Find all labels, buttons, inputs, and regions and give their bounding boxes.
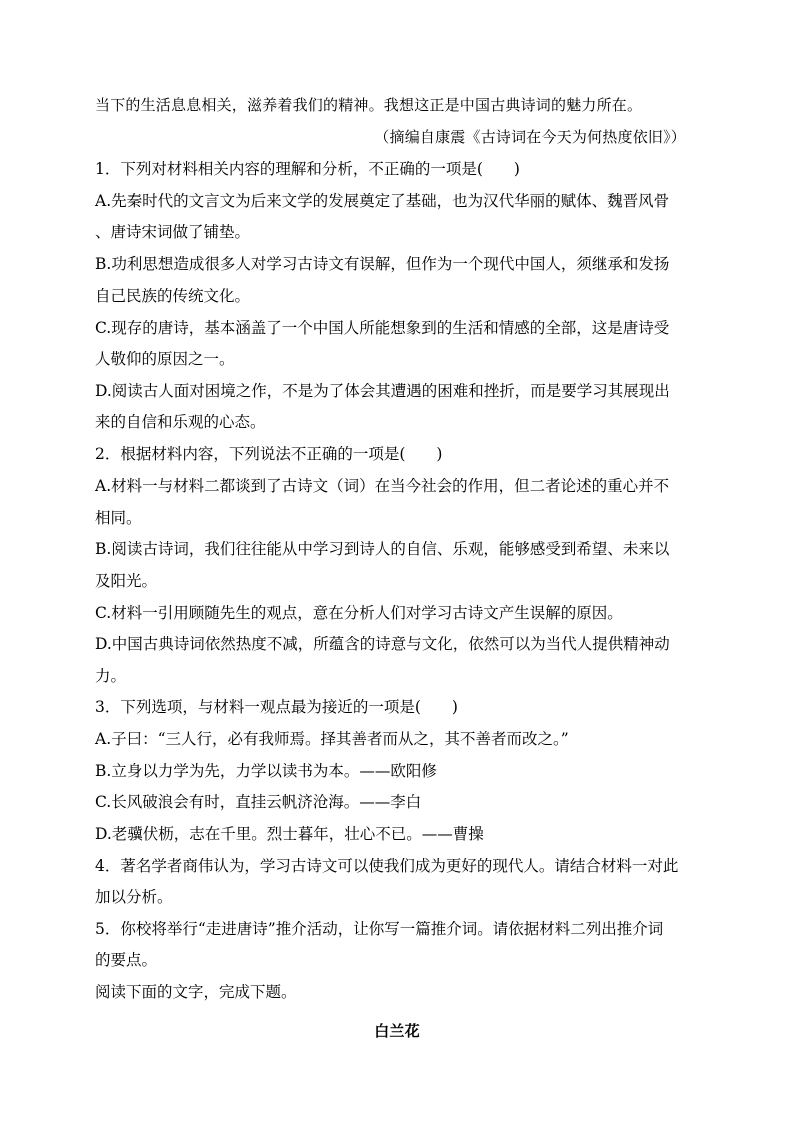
question-3-stem: 3．下列选项，与材料一观点最为接近的一项是( ) <box>95 698 458 716</box>
q2-option-a: A.材料一与材料二都谈到了古诗文（词）在当今社会的作用，但二者论述的重心并不 <box>95 477 670 495</box>
q1-option-b-cont: 自己民族的传统文化。 <box>95 287 251 305</box>
reading-instruction: 阅读下面的文字，完成下题。 <box>95 983 297 1001</box>
next-passage-title: 白兰花 <box>374 1022 420 1040</box>
q1-option-d: D.阅读古人面对困境之作，不是为了体会其遭遇的困难和挫折，而是要学习其展现出 <box>95 382 670 400</box>
q1-option-b: B.功利思想造成很多人对学习古诗文有误解，但作为一个现代中国人，须继承和发扬 <box>95 255 670 273</box>
q2-option-d: D.中国古典诗词依然热度不减，所蕴含的诗意与文化，依然可以为当代人提供精神动 <box>95 635 670 653</box>
q3-option-a: A.子曰：“三人行，必有我师焉。择其善者而从之，其不善者而改之。” <box>95 730 569 748</box>
q2-option-c: C.材料一引用顾随先生的观点，意在分析人们对学习古诗文产生误解的原因。 <box>95 604 623 622</box>
question-1-stem: 1．下列对材料相关内容的理解和分析，不正确的一项是( ) <box>95 160 520 178</box>
question-5-stem-cont: 的要点。 <box>95 951 158 969</box>
q2-option-b-cont: 及阳光。 <box>95 572 158 590</box>
q1-option-a-cont: 、唐诗宋词做了铺垫。 <box>95 223 251 241</box>
q2-option-b: B.阅读古诗词，我们往往能从中学习到诗人的自信、乐观，能够感受到希望、未来以 <box>95 540 670 558</box>
q1-option-a: A.先秦时代的文言文为后来文学的发展奠定了基础，也为汉代华丽的赋体、魏晋风骨 <box>95 192 670 210</box>
q2-option-a-cont: 相同。 <box>95 509 142 527</box>
question-5-stem: 5．你校将举行“走进唐诗”推介活动，让你写一篇推介词。请依据材料二列出推介词 <box>95 920 664 938</box>
question-4-stem-cont: 加以分析。 <box>95 888 173 906</box>
q3-option-b: B.立身以力学为先，力学以读书为本。——欧阳修 <box>95 762 437 780</box>
q1-option-d-cont: 来的自信和乐观的心态。 <box>95 413 266 431</box>
q2-option-d-cont: 力。 <box>95 667 127 685</box>
q3-option-c: C.长风破浪会有时，直挂云帆济沧海。——李白 <box>95 793 422 811</box>
q1-option-c-cont: 人敬仰的原因之一。 <box>95 350 235 368</box>
question-4-stem: 4．著名学者商伟认为，学习古诗文可以使我们成为更好的现代人。请结合材料一对此 <box>95 857 679 875</box>
passage-source: （摘编自康震《古诗词在今天为何热度依旧》） <box>374 128 686 146</box>
q3-option-d: D.老骥伏枥，志在千里。烈士暮年，壮心不已。——曹操 <box>95 825 484 843</box>
question-2-stem: 2．根据材料内容，下列说法不正确的一项是( ) <box>95 445 443 463</box>
q1-option-c: C.现存的唐诗，基本涵盖了一个中国人所能想象到的生活和情感的全部，这是唐诗受 <box>95 319 670 337</box>
passage-closing-line: 当下的生活息息相关，滋养着我们的精神。我想这正是中国古典诗词的魅力所在。 <box>95 96 643 114</box>
